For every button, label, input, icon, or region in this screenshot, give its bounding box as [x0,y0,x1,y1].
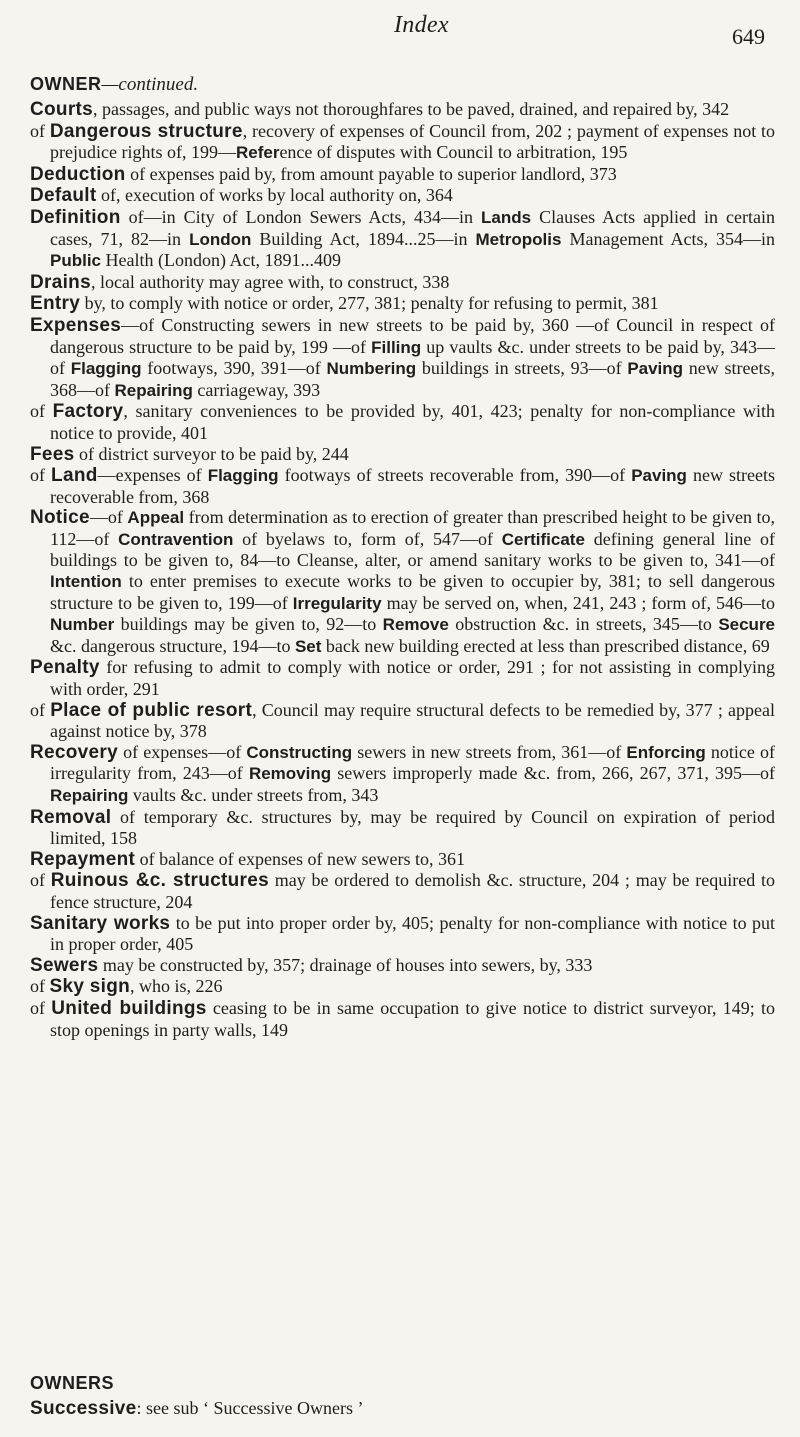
entry-text: from determination as to erection of greater than prescribed height to be given to, 112—of [50,507,775,549]
entry-headword: Successive [30,1398,137,1419]
index-entry [30,465,775,507]
index-entry [30,1398,775,1420]
index-entry [30,164,775,186]
index-entry [30,293,775,315]
entry-text: may be ordered to demolish &c. structure, 204 ; may be required to fence structure, 204 [50,870,775,912]
index-entry [30,700,775,742]
owners-section [30,1371,775,1420]
entry-text: , passages, and public ways not thoroughfares to be paved, drained, and repaired by, 342 [93,99,730,119]
entry-text: vaults &c. under streets from, 343 [128,785,379,805]
entry-headword: Factory [52,401,124,423]
entry-text: of district surveyor to be paid by, 244 [74,443,349,464]
index-entry [30,870,775,912]
entry-text: of byelaws to, form of, 547—of [233,528,502,549]
entry-text: buildings in streets, 93—of [416,358,628,379]
entry-keyword: Constructing [246,742,353,762]
entry-text: : see sub ‘ Successive Owners ’ [136,1398,364,1418]
entry-keyword: Paving [627,359,684,379]
entry-text: of balance of expenses of new sewers to, 361 [135,848,466,869]
index-entry [30,121,775,164]
index-entry [30,657,775,699]
entry-headword: Drains [30,271,91,293]
entry-keyword: Metropolis [475,229,562,249]
entry-text: —expenses of [97,465,208,486]
entry-headword: Deduction [30,163,126,185]
entry-headword: Removal [30,806,112,828]
entry-text: of temporary &c. structures by, may be required by Council on expiration of period limited, 158 [50,806,775,849]
entry-headword: Entry [30,293,81,315]
entry-text: footways of streets recoverable from, 390—of [278,465,632,486]
index-entry [30,998,775,1040]
entry-keyword: Flagging [207,466,279,486]
entry-text: —of [89,507,128,528]
entry-text: of [30,997,52,1018]
index-entry [30,272,775,294]
entry-text: of [30,976,50,997]
entry-text: ence of disputes with Council to arbitration, 195 [279,142,628,163]
entry-headword: Recovery [30,741,118,763]
entry-headword: Sewers [30,954,99,976]
entry-keyword: Repairing [50,786,129,805]
index-entry [30,315,775,401]
entry-text: Clauses Acts applied in certain cases, 71, 82—in [50,206,775,249]
entry-text: to enter premises to execute works to be given to occupier by, 381; to sell dangerous structure to be given to, 199—of [50,571,775,613]
entry-text: back new building erected at less than prescribed distance, 69 [321,635,770,656]
entry-text: notice of irregularity from, 243—of [50,741,775,784]
entry-keyword: Lands [481,207,532,227]
entry-keyword: Public [50,251,102,271]
index-entry [30,976,775,998]
entry-headword: Expenses [30,314,122,336]
section-heading [30,1371,775,1396]
entry-keyword: Contravention [118,529,234,549]
page-number: 649 [732,24,765,49]
entry-text: for refusing to admit to comply with notice or order, 291 ; for not assisting in complying with order, 291 [50,657,775,700]
entry-keyword: Filling [371,337,422,357]
entry-headword: Notice [30,507,90,529]
entry-headword: United buildings [51,997,207,1019]
entry-headword: Sky sign [49,976,131,998]
entry-text: of, execution of works by local authority on, 364 [96,185,453,206]
entry-keyword: Certificate [501,529,585,549]
entry-text: obstruction &c. in streets, 345—to [448,614,719,635]
entry-headword: Sanitary works [30,912,171,934]
entry-headword: Dangerous structure [49,120,243,142]
entry-text: , who is, 226 [130,976,223,997]
entry-keyword: Flagging [70,359,142,379]
index-entry [30,99,775,121]
entry-text: may be served on, when, 241, 243 ; form of, 546—to [381,592,775,613]
entry-text: , recovery of expenses of Council from, 202 ; payment of expenses not to prejudice rights of, 199— [50,120,776,163]
running-header [0,6,800,49]
section-heading [30,72,775,97]
running-title: Index [394,12,449,38]
index-entry [30,207,775,272]
entry-keyword: Remove [382,615,449,635]
index-entry [30,444,775,466]
entry-text: of [30,465,52,486]
entry-keyword: Set [294,636,322,656]
entry-list [30,99,775,1040]
index-entry [30,507,775,657]
entry-text: footways, 390, 391—of [141,358,327,379]
section-keyword: OWNERS [30,1373,114,1393]
entry-headword: Land [51,465,98,487]
entry-headword: Penalty [30,657,100,679]
index-column [30,72,775,1040]
entry-text: of—in City of London Sewers Acts, 434—in [120,206,482,227]
entry-text: , local authority may agree with, to construct, 338 [90,271,450,292]
entry-text: , sanitary conveniences to be provided by, 401, 423; penalty for non-compliance with notice to provide, 401 [50,401,775,443]
entry-text: of expenses paid by, from amount payable to superior landlord, 373 [125,163,617,184]
entry-text: ceasing to be in same occupation to give notice to district surveyor, 149; to stop openings in party walls, 149 [50,997,775,1040]
entry-text: sewers in new streets from, 361—of [352,741,627,762]
index-entry [30,185,775,207]
index-entry [30,849,775,871]
entry-headword: Place of public resort [50,699,253,721]
entry-text: to be put into proper order by, 405; penalty for non-compliance with notice to put in proper order, 405 [50,912,776,955]
index-entry [30,742,775,807]
entry-text: defining general line of buildings to be given to, 84—to Cleanse, alter, or amend sanitary works to be given to, 341—of [50,528,775,571]
entry-text: of expenses—of [117,741,247,762]
index-entry [30,955,775,977]
entry-text: of [30,699,51,720]
entry-keyword: Irregularity [292,593,382,613]
entry-keyword: Refer [235,143,280,163]
entry-keyword: Secure [718,615,776,635]
entry-text: carriageway, 393 [192,379,321,400]
entry-text: buildings may be given to, 92—to [114,614,383,635]
entry-text: —of Constructing sewers in new streets to be paid by, 360 —of Council in respect of dangerous structure to be paid by, 199 —of [50,314,775,357]
entry-text: , Council may require structural defects to be remedied by, 377 ; appeal against notice by, 378 [50,699,775,742]
entry-text: Management Acts, 354—in [561,228,775,249]
section-keyword: OWNER [30,74,102,94]
index-entry [30,807,775,849]
entry-keyword: Appeal [127,508,185,528]
entry-keyword: London [189,229,252,249]
entry-keyword: Paving [631,466,687,486]
entry-text: new streets recoverable from, 368 [50,465,776,507]
index-entry [30,401,775,443]
entry-text: may be constructed by, 357; drainage of houses into sewers, by, 333 [98,954,593,975]
entry-text: new streets, 368—of [50,358,775,400]
entry-text: of [30,401,53,422]
entry-keyword: Removing [248,764,332,784]
entry-headword: Default [30,185,97,207]
entry-keyword: Enforcing [626,742,706,762]
entry-headword: Ruinous &c. structures [50,870,269,892]
entry-text: up vaults &c. under streets to be paid by, 343—of [50,336,776,379]
entry-text: of [30,870,51,891]
entry-headword: Repayment [30,848,136,870]
section-continued-note: —continued. [101,74,199,95]
entry-keyword: Repairing [114,380,193,400]
entry-keyword: Intention [50,572,122,592]
entry-headword: Fees [30,443,75,465]
entry-list [30,1398,775,1420]
entry-text: by, to comply with notice or order, 277, 381; penalty for refusing to permit, 381 [80,293,659,314]
entry-keyword: Numbering [326,359,417,379]
entry-text: sewers improperly made &c. from, 266, 267, 371, 395—of [331,763,775,784]
entry-text: &c. dangerous structure, 194—to [50,635,295,656]
entry-headword: Courts [30,99,94,120]
entry-text: Health (London) Act, 1891...409 [101,250,341,271]
entry-headword: Definition [30,206,121,228]
entry-keyword: Number [50,615,115,635]
entry-text: Building Act, 1894...25—in [251,228,476,249]
index-entry [30,913,775,955]
entry-text: of [30,120,50,141]
